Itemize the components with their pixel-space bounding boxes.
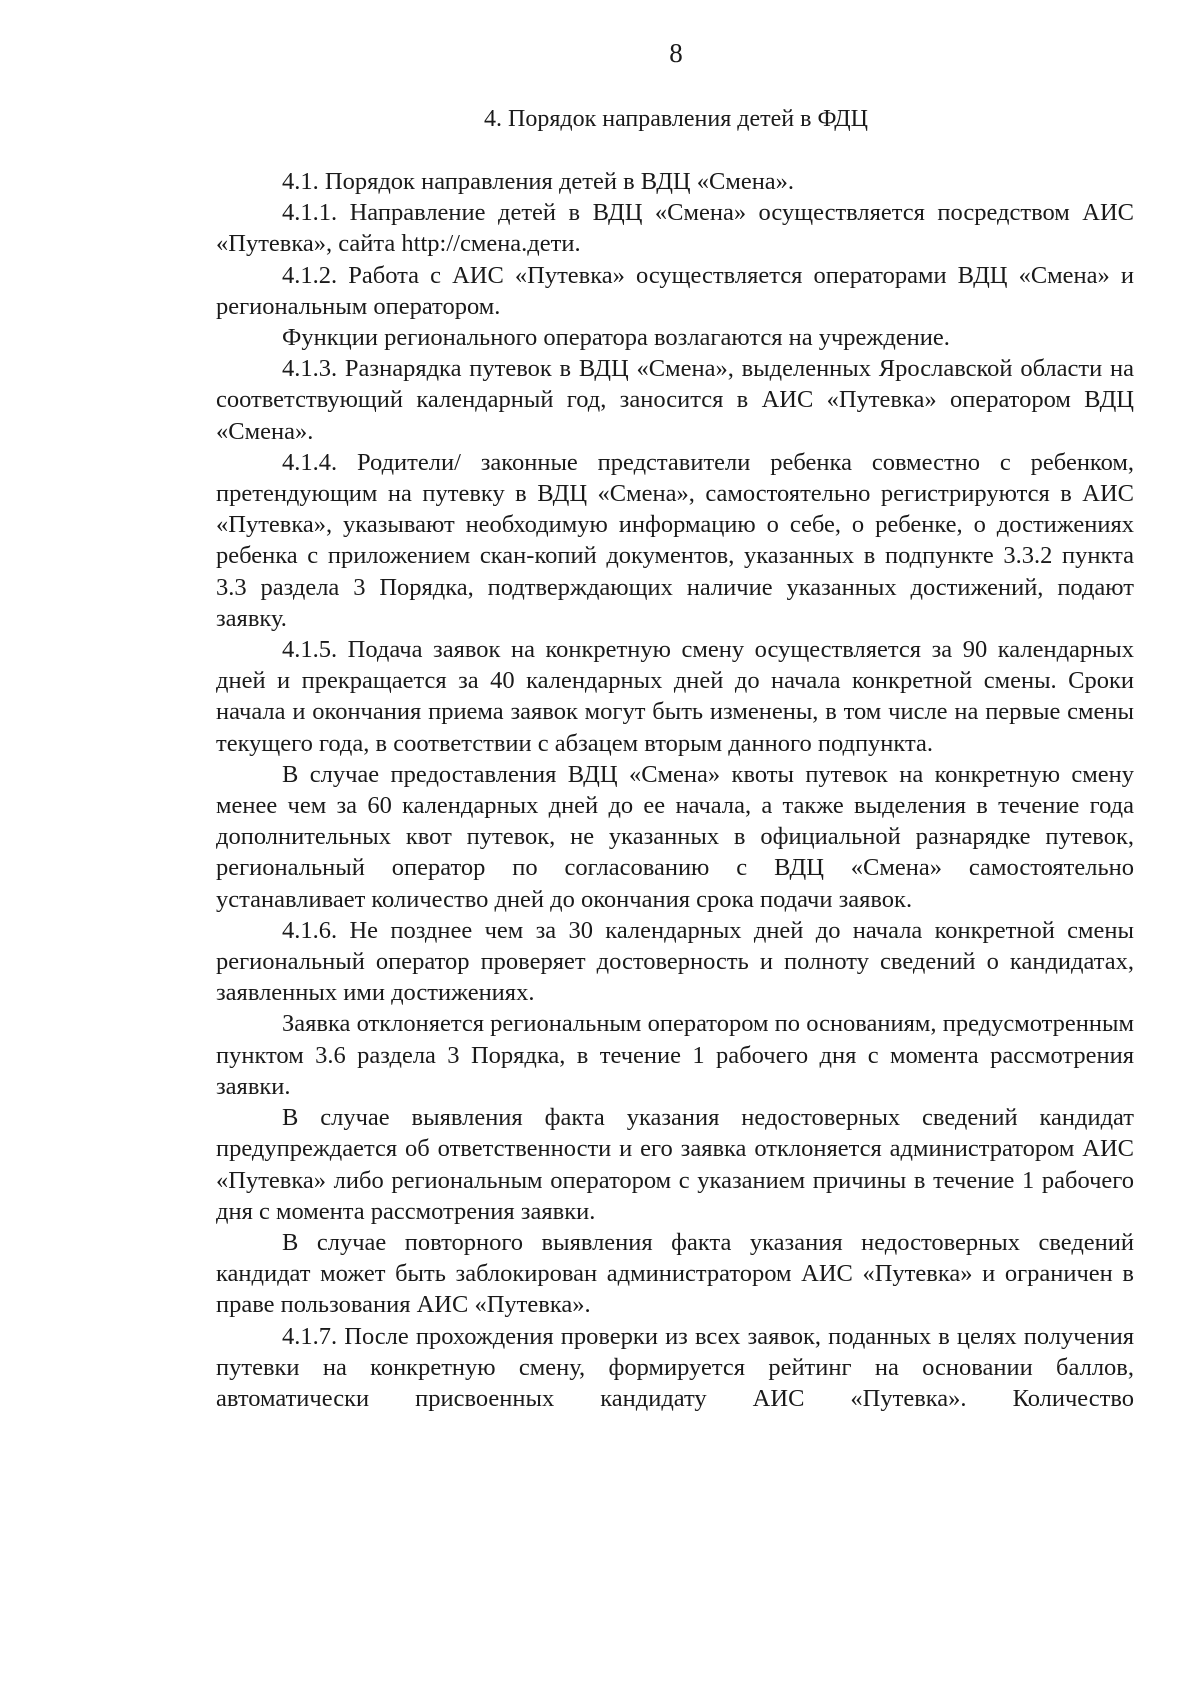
paragraph-4-1-1: 4.1.1. Направление детей в ВДЦ «Смена» осуществляется посредством АИС «Путевка», сайта http://смена.дети. [216,199,1134,258]
paragraph-regional-operator-functions: Функции регионального оператора возлагаются на учреждение. [282,324,950,352]
paragraph-repeat-false-information: В случае повторного выявления факта указания недостоверных сведений кандидат может быть заблокирован администратором АИС «Путевка» и ограничен в праве пользования АИС «Путевка». [216,1228,1134,1319]
body-text [216,166,1134,1414]
paragraph-4-1-4: 4.1.4. Родители/ законные представители ребенка совместно с ребенком, претендующим на путевку в ВДЦ «Смена», самостоятельно регистрируются в АИС «Путевка», указывают необходимую информацию о себе, о ребенке, о достижениях ребенка с приложением скан-копий документов, указанных в подпункте 3.3.2 пункта 3.3 раздела 3 Порядка, подтверждающих наличие указанных достижений, подают заявку. [216,448,1134,632]
paragraph-quota-case: В случае предоставления ВДЦ «Смена» квоты путевок на конкретную смену менее чем за 60 календарных дней до ее начала, а также выделения в течение года дополнительных квот путевок, не указанных в официальной разнарядке путевок, региональный оператор по согласованию с ВДЦ «Смена» самостоятельно устанавливает количество дней до окончания срока подачи заявок. [216,760,1134,913]
paragraph-4-1-3: 4.1.3. Разнарядка путевок в ВДЦ «Смена», выделенных Ярославской области на соответствующий календарный год, заносится в АИС «Путевка» оператором ВДЦ «Смена». [216,355,1134,445]
section-heading: 4. Порядок направления детей в ФДЦ [483,106,869,132]
page-number: 8 [669,38,683,68]
paragraph-4-1-5: 4.1.5. Подача заявок на конкретную смену осуществляется за 90 календарных дней и прекращается за 40 календарных дней до начала конкретной смены. Сроки начала и окончания приема заявок могут быть изменены, в том числе на первые смены текущего года, в соответствии с абзацем вторым данного подпункта. [216,636,1134,757]
paragraph-4-1-6: 4.1.6. Не позднее чем за 30 календарных дней до начала конкретной смены региональный оператор проверяет достоверность и полноту сведений о кандидатах, заявленных ими достижениях. [216,916,1134,1007]
paragraph-4-1: 4.1. Порядок направления детей в ВДЦ «Смена». [282,168,795,195]
paragraph-false-information: В случае выявления факта указания недостоверных сведений кандидат предупреждается об ответственности и его заявка отклоняется администратором АИС «Путевка» либо региональным оператором с указанием причины в течение 1 рабочего дня с момента рассмотрения заявки. [216,1104,1134,1225]
paragraph-application-rejection: Заявка отклоняется региональным оператором по основаниям, предусмотренным пунктом 3.6 раздела 3 Порядка, в течение 1 рабочего дня с момента рассмотрения заявки. [216,1010,1134,1100]
paragraph-4-1-2: 4.1.2. Работа с АИС «Путевка» осуществляется операторами ВДЦ «Смена» и региональным оператором. [216,261,1134,320]
paragraph-4-1-7: 4.1.7. После прохождения проверки из всех заявок, поданных в целях получения путевки на конкретную смену, формируется рейтинг на основании баллов, автоматически присвоенных кандидату АИС «Путевка». Количество [216,1322,1134,1412]
